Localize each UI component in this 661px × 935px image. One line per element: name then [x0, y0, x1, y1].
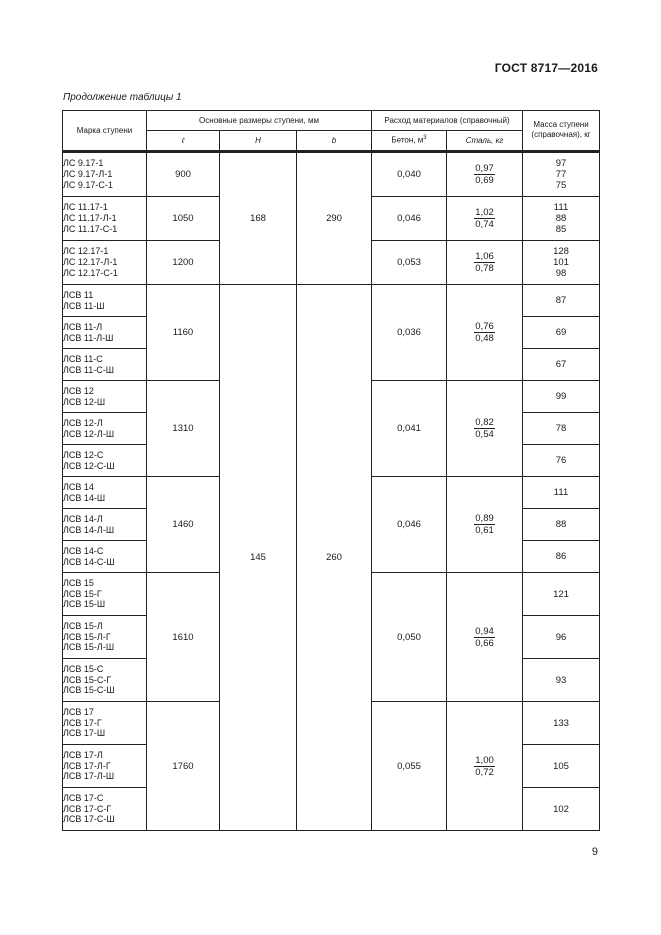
steel-numerator: 0,76: [475, 321, 494, 332]
mark-label: ЛС 12.17-Л-1: [63, 257, 118, 268]
mass-cell: 86: [523, 541, 600, 573]
concrete-cell: 0,055: [372, 702, 447, 831]
concrete-cell: 0,053: [372, 241, 447, 285]
mark-cell: [63, 413, 147, 445]
steel-denominator: 0,78: [475, 263, 494, 274]
mark-label: ЛСВ 12-Ш: [63, 396, 106, 407]
mark-label: ЛС 12.17-1: [63, 246, 109, 257]
concrete-cell: 0,036: [372, 285, 447, 381]
l-cell: 1610: [147, 573, 220, 702]
steel-numerator: 0,94: [475, 625, 494, 637]
header-h: H: [220, 131, 297, 151]
concrete-cell: 0,046: [372, 197, 447, 241]
steel-fraction: [474, 755, 495, 778]
l-cell: 1460: [147, 477, 220, 573]
mark-label: ЛСВ 15-Л-Г: [63, 631, 111, 642]
mark-label: ЛСВ 14-С-Ш: [63, 556, 115, 567]
mark-cell: [63, 788, 147, 831]
mass-value: 101: [553, 257, 569, 268]
mark-label: ЛСВ 14-С: [63, 545, 104, 556]
mark-label: ЛСВ 12: [63, 385, 94, 396]
steel-numerator: 0,97: [475, 163, 494, 174]
mark-label: ЛСВ 12-С: [63, 449, 104, 460]
mark-cell: [63, 317, 147, 349]
header-materials: Расход материалов (справочный): [372, 111, 523, 131]
b-cell: 290: [297, 153, 372, 285]
mark-label: ЛСВ 11-Л-Ш: [63, 332, 114, 343]
mass-cell: 69: [523, 317, 600, 349]
mark-label: ЛСВ 14-Ш: [63, 492, 106, 503]
mass-value: 85: [555, 224, 567, 235]
mark-label: ЛСВ 15-С: [63, 663, 104, 674]
mark-label: ЛСВ 17: [63, 706, 94, 717]
mark-label: ЛСВ 17-Л: [63, 749, 103, 760]
steel-fraction: [474, 163, 495, 186]
mark-label: ЛСВ 11-С: [63, 353, 103, 364]
header-b: b: [297, 131, 372, 151]
mark-cell: [63, 509, 147, 541]
steel-fraction: [474, 417, 495, 440]
steel-denominator: 0,48: [475, 333, 494, 344]
steel-numerator: 1,02: [475, 207, 494, 218]
mass-cell: 105: [523, 745, 600, 788]
mark-label: ЛСВ 12-Л-Ш: [63, 428, 115, 439]
header-l: ℓ: [147, 131, 220, 151]
mark-label: ЛСВ 15-Ш: [63, 599, 106, 610]
steel-numerator: 0,89: [475, 513, 494, 524]
mass-cell: 67: [523, 349, 600, 381]
table-caption: Продолжение таблицы 1: [63, 92, 182, 103]
mark-label: ЛСВ 11-Л: [63, 321, 103, 332]
steel-denominator: 0,61: [475, 525, 494, 536]
mark-label: ЛСВ 15-Г: [63, 588, 102, 599]
steel-cell: [447, 573, 523, 702]
concrete-cell: 0,046: [372, 477, 447, 573]
table-row: [63, 285, 600, 317]
mass-value: 128: [553, 246, 569, 257]
mass-cell: 111: [523, 477, 600, 509]
mass-cell: 78: [523, 413, 600, 445]
mark-cell: [63, 241, 147, 285]
mass-cell: 76: [523, 445, 600, 477]
header-dimensions: Основные размеры ступени, мм: [147, 111, 372, 131]
steps-table: [62, 110, 600, 831]
mark-cell: [63, 197, 147, 241]
steel-cell: [447, 702, 523, 831]
b-cell: 260: [297, 285, 372, 831]
concrete-cell: 0,040: [372, 153, 447, 197]
mark-cell: [63, 702, 147, 745]
mark-cell: [63, 285, 147, 317]
mark-label: ЛСВ 17-Г: [63, 717, 102, 728]
mark-label: ЛСВ 17-С-Г: [63, 803, 112, 814]
page-number: 9: [591, 846, 598, 858]
mass-value: 111: [553, 202, 569, 213]
mark-label: ЛСВ 14-Л: [63, 513, 103, 524]
mass-cell: 88: [523, 509, 600, 541]
steel-fraction: [474, 626, 495, 649]
mass-cell: 87: [523, 285, 600, 317]
concrete-cell: 0,041: [372, 381, 447, 477]
mass-value: 88: [555, 213, 567, 224]
steel-cell: [447, 285, 523, 381]
steel-cell: [447, 153, 523, 197]
mark-label: ЛСВ 14-Л-Ш: [63, 524, 115, 535]
l-cell: 1760: [147, 702, 220, 831]
mark-label: ЛС 9.17-Л-1: [63, 169, 113, 180]
mark-label: ЛСВ 11-Ш: [63, 300, 105, 311]
mark-label: ЛСВ 14: [63, 481, 94, 492]
steel-denominator: 0,66: [475, 637, 494, 649]
l-cell: 1050: [147, 197, 220, 241]
steel-denominator: 0,54: [475, 429, 494, 440]
steel-cell: [447, 381, 523, 477]
mass-value: 75: [555, 180, 567, 191]
header-mark: Марка ступени: [63, 111, 147, 151]
mark-label: ЛСВ 17-Ш: [63, 728, 106, 739]
mass-cell: [523, 153, 600, 197]
mark-label: ЛС 9.17-С-1: [63, 179, 113, 190]
mark-cell: [63, 445, 147, 477]
mark-label: ЛСВ 15-Л-Ш: [63, 642, 115, 653]
mass-cell: 121: [523, 573, 600, 616]
mark-label: ЛСВ 12-Л: [63, 417, 103, 428]
steel-denominator: 0,72: [475, 766, 494, 778]
mark-label: ЛСВ 11: [63, 289, 94, 300]
mark-label: ЛС 12.17-С-1: [63, 267, 118, 278]
mark-label: ЛСВ 17-Л-Г: [63, 760, 111, 771]
mark-label: ЛСВ 17-С-Ш: [63, 814, 115, 825]
mass-cell: 96: [523, 616, 600, 659]
mark-label: ЛСВ 15: [63, 577, 94, 588]
steel-cell: [447, 197, 523, 241]
steel-fraction: [474, 251, 495, 274]
mass-cell: [523, 241, 600, 285]
steel-numerator: 0,82: [475, 417, 494, 428]
mass-value: 77: [555, 169, 567, 180]
header-mass: Масса ступени (справочная), кг: [523, 111, 600, 151]
mark-cell: [63, 381, 147, 413]
mark-cell: [63, 541, 147, 573]
steel-numerator: 1,00: [475, 754, 494, 766]
mark-cell: [63, 477, 147, 509]
l-cell: 1160: [147, 285, 220, 381]
h-cell: 168: [220, 153, 297, 285]
standard-code: ГОСТ 8717—2016: [494, 61, 598, 75]
mark-label: ЛС 11.17-С-1: [63, 223, 118, 234]
mark-label: ЛСВ 12-С-Ш: [63, 460, 115, 471]
l-cell: 1200: [147, 241, 220, 285]
steel-cell: [447, 477, 523, 573]
l-cell: 1310: [147, 381, 220, 477]
steel-numerator: 1,06: [475, 251, 494, 262]
table-row: [63, 153, 600, 197]
mass-cell: 102: [523, 788, 600, 831]
mark-label: ЛС 11.17-1: [63, 202, 108, 213]
steel-fraction: [474, 207, 495, 230]
mark-label: ЛСВ 15-С-Ш: [63, 685, 115, 696]
mark-label: ЛСВ 15-С-Г: [63, 674, 112, 685]
header-steel: Сталь, кг: [447, 131, 523, 151]
mass-cell: 133: [523, 702, 600, 745]
mark-cell: [63, 573, 147, 616]
header-concrete: Бетон, $м^3$: [372, 131, 447, 151]
mark-cell: [63, 745, 147, 788]
mark-cell: [63, 659, 147, 702]
mass-cell: [523, 197, 600, 241]
steel-fraction: [474, 513, 495, 536]
mark-cell: [63, 153, 147, 197]
mass-value: 98: [555, 268, 567, 279]
steel-fraction: [474, 321, 495, 344]
mass-value: 97: [555, 158, 567, 169]
steel-denominator: 0,69: [475, 175, 494, 186]
steel-cell: [447, 241, 523, 285]
mark-label: ЛСВ 17-Л-Ш: [63, 771, 115, 782]
concrete-cell: 0,050: [372, 573, 447, 702]
mark-label: ЛС 9.17-1: [63, 158, 104, 169]
mark-label: ЛСВ 15-Л: [63, 620, 103, 631]
mark-label: ЛС 11.17-Л-1: [63, 213, 117, 224]
mark-label: ЛСВ 11-С-Ш: [63, 364, 114, 375]
mark-cell: [63, 616, 147, 659]
mass-cell: 99: [523, 381, 600, 413]
steel-denominator: 0,74: [475, 219, 494, 230]
mark-cell: [63, 349, 147, 381]
l-cell: 900: [147, 153, 220, 197]
mark-label: ЛСВ 17-С: [63, 792, 104, 803]
mass-cell: 93: [523, 659, 600, 702]
h-cell: 145: [220, 285, 297, 831]
